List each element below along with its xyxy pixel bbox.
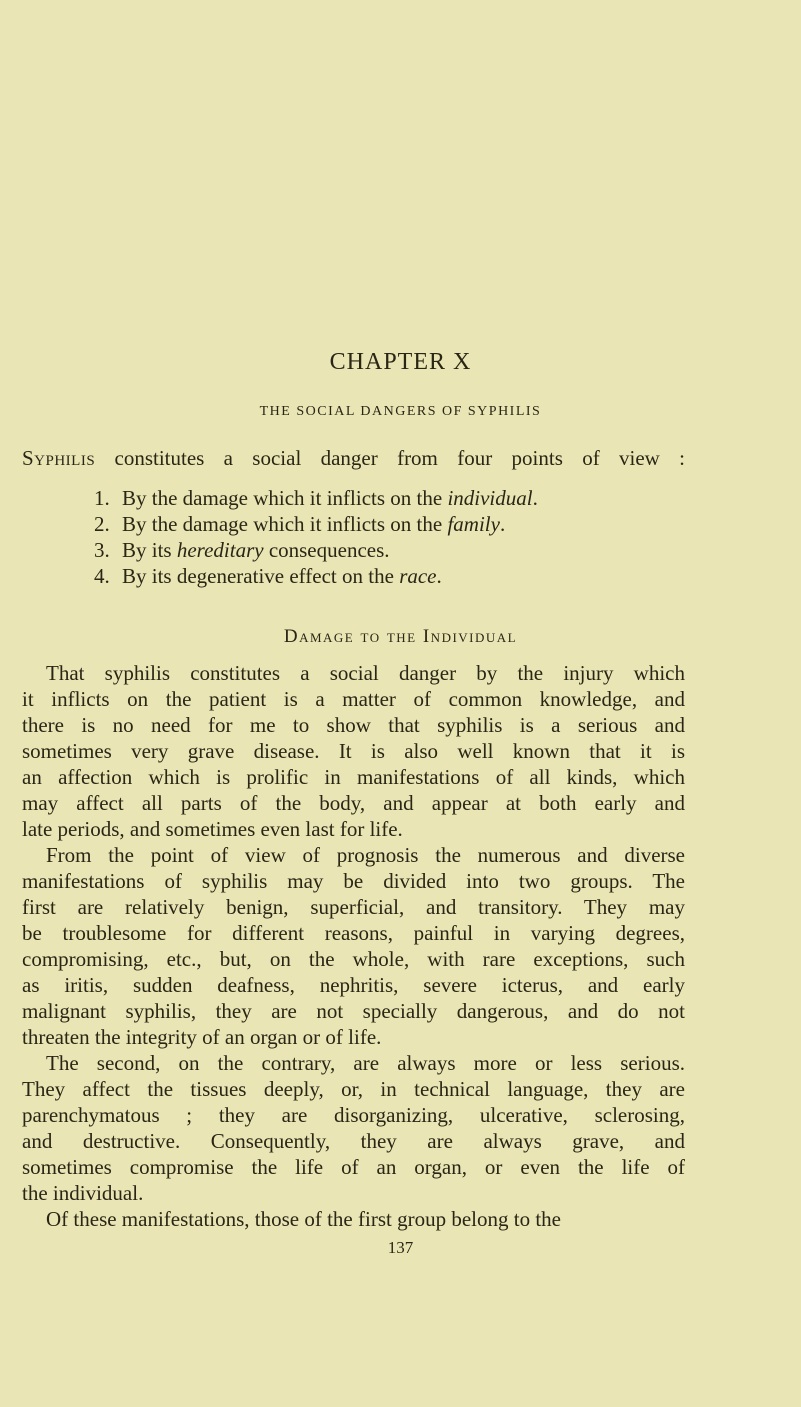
text-line: Of these manifestations, those of the first group belong to the <box>46 1207 561 1231</box>
text-line: That syphilis constitutes a social danger by the injury which <box>46 661 685 685</box>
list-item <box>94 563 538 589</box>
list-number: 1. <box>94 486 110 510</box>
list-text: By its <box>122 538 177 562</box>
text-line: sometimes very grave disease. It is also well known that it is <box>22 739 685 763</box>
text-line: an affection which is prolific in manifestations of all kinds, which <box>22 765 685 789</box>
list-item <box>94 537 538 563</box>
text-line: there is no need for me to show that syphilis is a serious and <box>22 713 685 737</box>
intro-lead: Syphilis <box>22 446 96 470</box>
list-text: . <box>499 512 506 536</box>
list-text: . <box>436 564 442 588</box>
list-text: By the damage which it inflicts on the <box>122 512 448 536</box>
chapter-subtitle: THE SOCIAL DANGERS OF SYPHILIS <box>259 404 542 419</box>
text-line: From the point of view of prognosis the numerous and diverse <box>46 843 685 867</box>
text-line: They affect the tissues deeply, or, in technical language, they are <box>22 1077 685 1101</box>
body-text <box>22 660 685 1232</box>
text-line: the individual. <box>22 1181 144 1205</box>
list-text: . <box>532 486 538 510</box>
list-item <box>94 485 538 511</box>
list-emphasis: hereditary <box>176 538 264 562</box>
intro-paragraph <box>22 446 685 471</box>
text-line: threaten the integrity of an organ or of life. <box>22 1025 382 1049</box>
text-line: late periods, and sometimes even last for life. <box>22 817 403 841</box>
page-number: 137 <box>387 1238 414 1257</box>
chapter-title: CHAPTER X <box>329 349 472 375</box>
section-heading: Damage to the Individual <box>283 626 518 647</box>
text-line: and destructive. Consequently, they are always grave, and <box>22 1129 685 1153</box>
intro-text: constitutes a social danger from four points of view : <box>95 446 685 470</box>
text-line: compromising, etc., but, on the whole, with rare exceptions, such <box>22 947 685 971</box>
text-line: first are relatively benign, superficial, and transitory. They may <box>22 895 685 919</box>
list-emphasis: race <box>399 564 437 588</box>
text-line: be troublesome for different reasons, painful in varying degrees, <box>22 921 685 945</box>
list-number: 2. <box>94 512 110 536</box>
list-text: consequences. <box>263 538 390 562</box>
text-line: malignant syphilis, they are not specially dangerous, and do not <box>22 999 685 1023</box>
list-item <box>94 511 538 537</box>
text-line: sometimes compromise the life of an organ, or even the life of <box>22 1155 685 1179</box>
text-line: it inflicts on the patient is a matter of common knowledge, and <box>22 687 685 711</box>
text-line: may affect all parts of the body, and appear at both early and <box>22 791 685 815</box>
text-line: as iritis, sudden deafness, nephritis, severe icterus, and early <box>22 973 685 997</box>
text-line: manifestations of syphilis may be divided into two groups. The <box>22 869 685 893</box>
text-line: parenchymatous ; they are disorganizing, ulcerative, sclerosing, <box>22 1103 685 1127</box>
list-text: By the damage which it inflicts on the <box>122 486 448 510</box>
list-emphasis: family <box>447 512 500 536</box>
list-text: By its degenerative effect on the <box>122 564 400 588</box>
points-list <box>94 485 538 589</box>
list-emphasis: individual <box>447 486 533 510</box>
text-line: The second, on the contrary, are always more or less serious. <box>46 1051 685 1075</box>
list-number: 4. <box>94 564 110 588</box>
list-number: 3. <box>94 538 110 562</box>
